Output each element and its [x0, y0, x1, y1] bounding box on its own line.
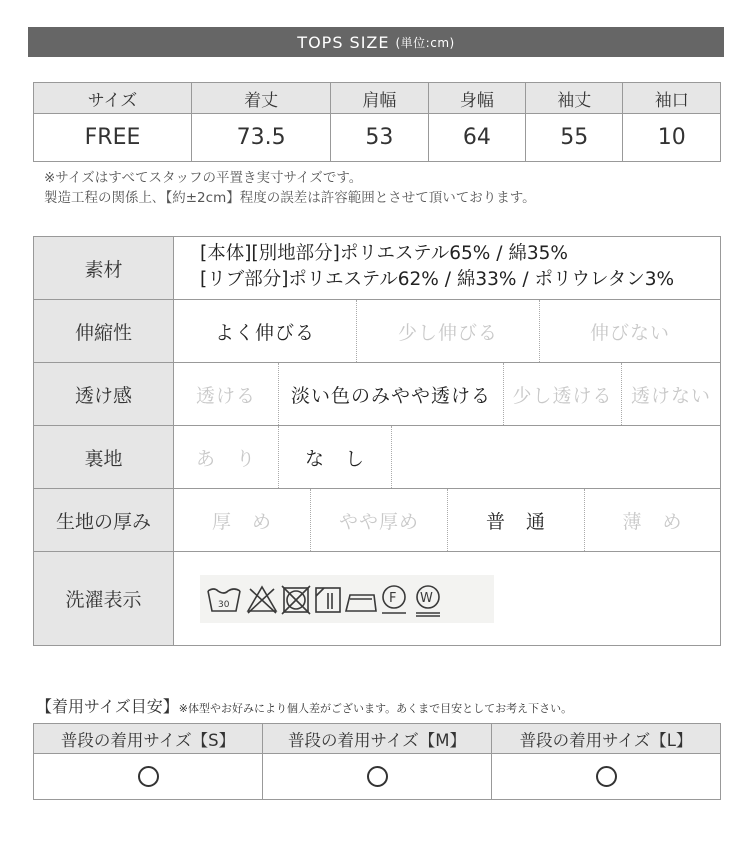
option-not-sheer: 透けない — [630, 384, 711, 407]
unit-text: (単位:cm) — [395, 35, 455, 50]
option-stretch-high: よく伸びる — [174, 300, 357, 362]
spec-label: 透け感 — [34, 363, 174, 425]
spec-row-thickness — [34, 489, 720, 552]
sleeve-length-value: 55 — [526, 114, 623, 162]
care-area — [174, 552, 494, 645]
length-value: 73.5 — [192, 114, 331, 162]
spec-label: 生地の厚み — [34, 489, 174, 551]
stretch-options — [174, 300, 720, 362]
spec-row-material — [34, 237, 720, 300]
no-bleach-icon — [248, 587, 276, 613]
material-line: [本体][別地部分]ポリエステル65% / 綿35% — [200, 243, 568, 264]
header-chest: 身幅 — [428, 83, 525, 114]
size-table-header-row — [34, 83, 721, 114]
svg-text:W: W — [420, 590, 433, 606]
option-stretch-none: 伸びない — [589, 321, 670, 344]
spec-row-sheer — [34, 363, 720, 426]
care-symbols — [204, 577, 494, 621]
sleeve-opening-value: 10 — [623, 114, 721, 162]
no-tumble-dry-icon — [282, 586, 310, 614]
thickness-options — [174, 489, 720, 551]
header-length: 着丈 — [192, 83, 331, 114]
header-shoulder: 肩幅 — [331, 83, 428, 114]
spec-row-stretch — [34, 300, 720, 363]
fit-cell-m — [263, 754, 492, 800]
spec-row-care — [34, 552, 720, 645]
option-thin: 薄 め — [622, 510, 683, 533]
fit-guide-heading: 【着用サイズ目安】 — [36, 697, 179, 716]
header-sleeve-length: 袖丈 — [526, 83, 623, 114]
size-value: FREE — [34, 114, 192, 162]
fit-table-header-row — [34, 724, 721, 754]
shoulder-value: 53 — [331, 114, 428, 162]
option-sheer-light-colors: 淡い色のみやや透ける — [279, 363, 504, 425]
table-row — [34, 754, 721, 800]
fit-guide-note: ※体型やお好みにより個人差がございます。あくまで目安としてお考え下さい。 — [178, 702, 573, 715]
option-lining-no: な し — [279, 426, 392, 488]
measurement-note — [44, 168, 536, 208]
circle-mark-icon — [596, 766, 617, 787]
size-chart-title — [28, 27, 724, 57]
option-stretch-some: 少し伸びる — [357, 300, 540, 362]
chest-value: 64 — [428, 114, 525, 162]
fit-table — [33, 723, 721, 800]
drip-dry-shade-icon — [316, 588, 340, 612]
svg-text:F: F — [389, 590, 397, 606]
spec-label: 裏地 — [34, 426, 174, 488]
spec-label: 素材 — [34, 237, 174, 299]
header-usual-size-l: 普段の着用サイズ【L】 — [492, 724, 721, 754]
wet-clean-w-icon — [416, 586, 440, 616]
option-lining-yes: あ り — [174, 426, 279, 488]
note-line: 製造工程の関係上､【約±2cm】程度の誤差は許容範囲とさせて頂いております。 — [44, 190, 536, 206]
option-slightly-thick: やや厚め — [311, 489, 448, 551]
iron-low-icon — [346, 595, 376, 611]
title-text: TOPS SIZE — [297, 32, 390, 52]
dry-clean-f-icon — [382, 586, 406, 613]
size-table — [33, 82, 721, 162]
wash-30-icon — [208, 589, 240, 611]
fit-cell-s — [34, 754, 263, 800]
svg-text:30: 30 — [218, 599, 230, 610]
spec-row-lining — [34, 426, 720, 489]
spec-label: 洗濯表示 — [34, 552, 174, 645]
empty-cell — [392, 426, 720, 488]
material-line: [リブ部分]ポリエステル62% / 綿33% / ポリウレタン3% — [200, 269, 675, 290]
lining-options — [174, 426, 720, 488]
circle-mark-icon — [138, 766, 159, 787]
material-text — [174, 237, 674, 299]
option-sheer: 透ける — [174, 363, 279, 425]
header-size: サイズ — [34, 83, 192, 114]
header-usual-size-s: 普段の着用サイズ【S】 — [34, 724, 263, 754]
spec-label: 伸縮性 — [34, 300, 174, 362]
note-line: ※サイズはすべてスタッフの平置き実寸サイズです。 — [44, 170, 363, 186]
sheer-options — [174, 363, 720, 425]
fit-cell-l — [492, 754, 721, 800]
circle-mark-icon — [367, 766, 388, 787]
header-sleeve-opening: 袖口 — [623, 83, 721, 114]
spec-table — [33, 236, 721, 646]
option-sheer-slight: 少し透ける — [504, 363, 622, 425]
option-thick: 厚 め — [174, 489, 311, 551]
care-label-strip — [200, 575, 494, 623]
fit-guide-title — [36, 694, 572, 717]
header-usual-size-m: 普段の着用サイズ【M】 — [263, 724, 492, 754]
option-normal: 普 通 — [448, 489, 585, 551]
table-row — [34, 114, 721, 162]
